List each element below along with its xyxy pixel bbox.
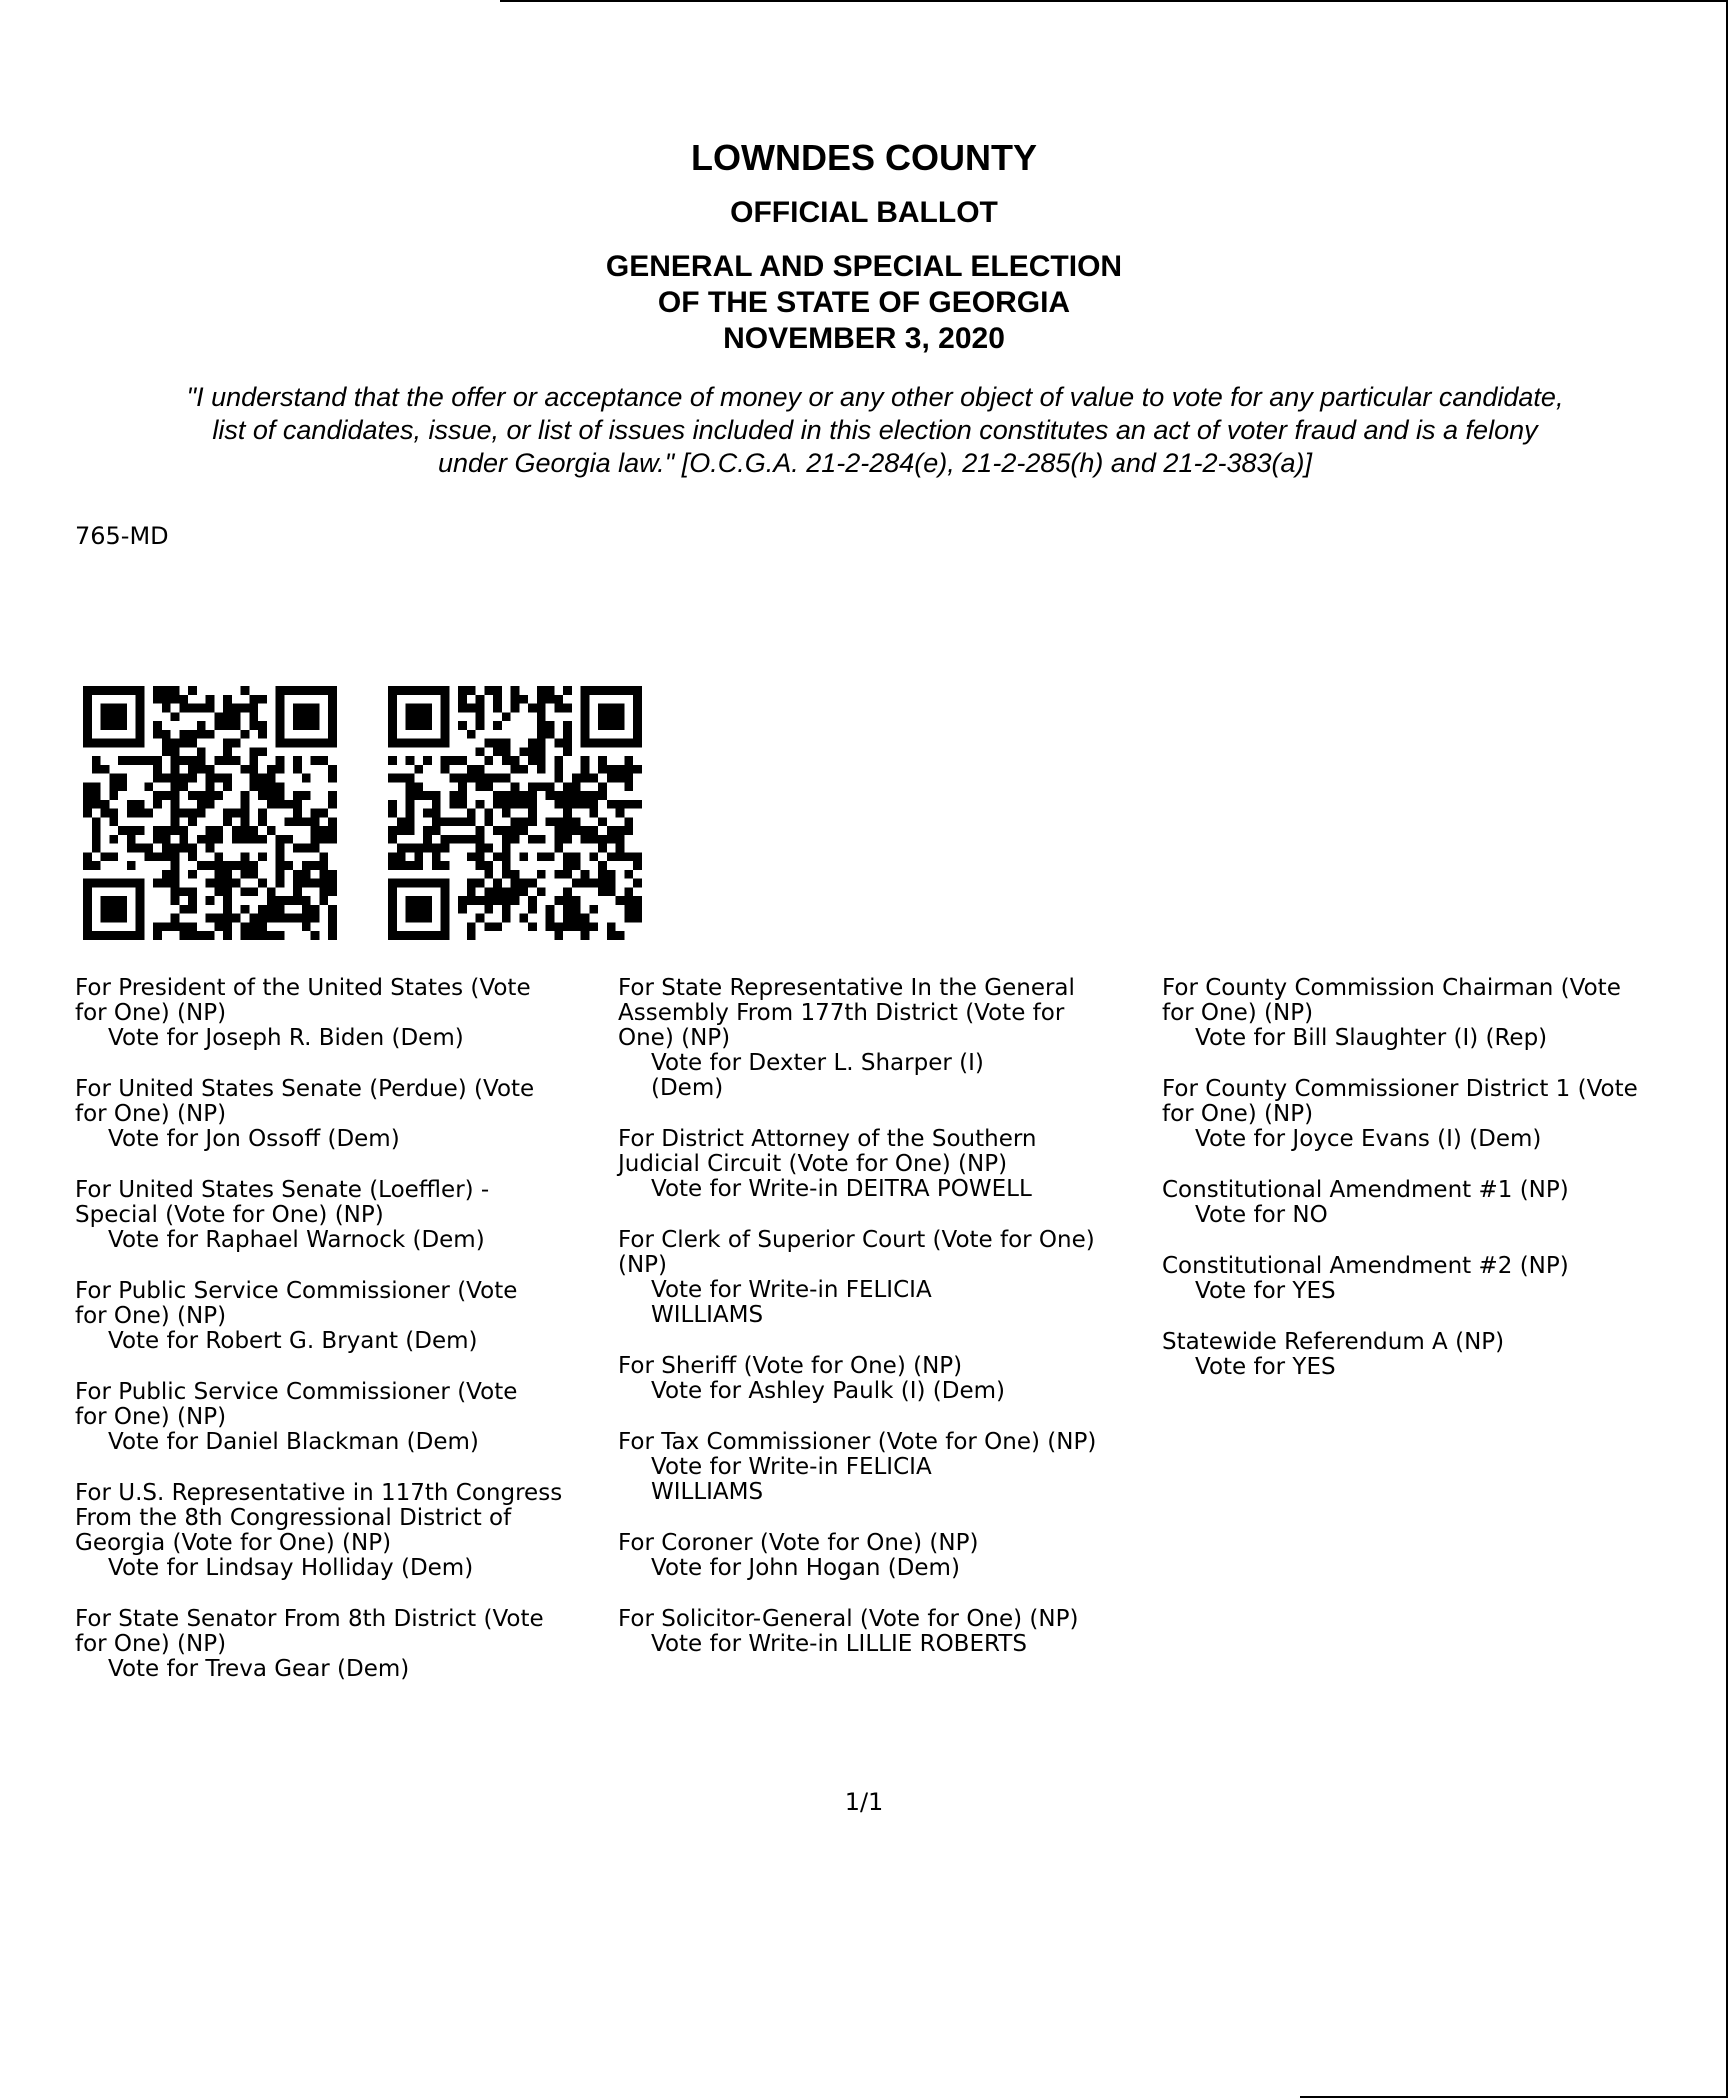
contest-title: For State Senator From 8th District (Vote for One) (NP): [75, 1606, 544, 1657]
contest-title: For Solicitor-General (Vote for One) (NP): [618, 1606, 1079, 1632]
contest-selection: Vote for YES: [1195, 1278, 1336, 1304]
contest-selection: Vote for Write-in DEITRA POWELL: [651, 1176, 1032, 1202]
contest-block: [75, 1481, 605, 1581]
election-date: NOVEMBER 3, 2020: [723, 322, 1005, 355]
voter-oath-statement: [75, 381, 1675, 480]
contest-selection: Vote for Ashley Paulk (I) (Dem): [651, 1378, 1005, 1404]
contest-block: [618, 976, 1158, 1101]
contest-selection: Vote for Joseph R. Biden (Dem): [108, 1025, 464, 1051]
oath-line: "I understand that the offer or acceptance of money or any other object of value to vote for any particular candidate,: [186, 382, 1564, 412]
contest-block: [618, 1228, 1158, 1328]
contest-block: [1162, 1254, 1682, 1304]
page-number: 1/1: [844, 1788, 884, 1816]
contest-block: [75, 1607, 605, 1682]
contest-selection: Vote for Write-in LILLIE ROBERTS: [651, 1631, 1027, 1657]
contest-title: For Tax Commissioner (Vote for One) (NP): [618, 1429, 1097, 1455]
contest-block: [75, 1380, 605, 1455]
contest-title: For President of the United States (Vote for One) (NP): [75, 975, 531, 1026]
election-title: [0, 249, 1728, 357]
contest-title: Constitutional Amendment #2 (NP): [1162, 1253, 1569, 1279]
contest-block: [75, 1178, 605, 1253]
contest-block: [1162, 1178, 1682, 1228]
contest-title: For Sheriff (Vote for One) (NP): [618, 1353, 963, 1379]
contest-block: [75, 976, 605, 1051]
contest-block: [75, 1279, 605, 1354]
contest-title: For Clerk of Superior Court (Vote for One) (NP): [618, 1227, 1095, 1278]
contest-column-3: [1162, 976, 1682, 1406]
contest-title: For United States Senate (Loeffler) - Special (Vote for One) (NP): [75, 1177, 490, 1228]
contest-title: For District Attorney of the Southern Judicial Circuit (Vote for One) (NP): [618, 1126, 1037, 1177]
contest-title: For Public Service Commissioner (Vote for One) (NP): [75, 1379, 518, 1430]
oath-line: under Georgia law." [O.C.G.A. 21-2-284(e), 21-2-285(h) and 21-2-383(a)]: [437, 448, 1313, 478]
contest-title: For County Commissioner District 1 (Vote for One) (NP): [1162, 1076, 1638, 1127]
contest-selection: Vote for Raphael Warnock (Dem): [108, 1227, 485, 1253]
contest-block: [618, 1430, 1158, 1505]
contest-title: Statewide Referendum A (NP): [1162, 1329, 1505, 1355]
contest-title: For United States Senate (Perdue) (Vote for One) (NP): [75, 1076, 535, 1127]
contest-selection: Vote for Daniel Blackman (Dem): [108, 1429, 479, 1455]
county-title: LOWNDES COUNTY: [691, 137, 1037, 178]
contest-selection: Vote for Jon Ossoff (Dem): [108, 1126, 400, 1152]
contest-title: For State Representative In the General Assembly From 177th District (Vote for One) (NP): [618, 975, 1075, 1051]
contest-selection: Vote for Treva Gear (Dem): [108, 1656, 410, 1682]
qr-code-1: [70, 686, 350, 940]
contest-title: For County Commission Chairman (Vote for One) (NP): [1162, 976, 1621, 1026]
contest-selection: Vote for Joyce Evans (I) (Dem): [1195, 1126, 1542, 1152]
contest-selection: Vote for Dexter L. Sharper (I) (Dem): [651, 1050, 984, 1101]
contest-selection: Vote for Bill Slaughter (I) (Rep): [1195, 1025, 1548, 1051]
election-title-line1: GENERAL AND SPECIAL ELECTION: [605, 250, 1123, 283]
contest-selection: Vote for NO: [1195, 1202, 1328, 1228]
contest-block: [1162, 976, 1682, 1051]
contest-block: [618, 1531, 1158, 1581]
contest-title: For Coroner (Vote for One) (NP): [618, 1530, 979, 1556]
contest-title: For Public Service Commissioner (Vote for One) (NP): [75, 1278, 518, 1329]
ballot-style-code: 765-MD: [75, 522, 169, 550]
contest-selection: Vote for Write-in FELICIA WILLIAMS: [651, 1277, 932, 1328]
contest-selection: Vote for YES: [1195, 1354, 1336, 1380]
contest-selection: Vote for Lindsay Holliday (Dem): [108, 1555, 474, 1581]
contest-selection: Vote for John Hogan (Dem): [651, 1555, 960, 1581]
contest-title: For U.S. Representative in 117th Congress From the 8th Congressional District of Georgia (Vote for One) (NP): [75, 1480, 563, 1556]
contest-block: [1162, 1330, 1682, 1380]
qr-code-2: [375, 686, 655, 940]
contest-column-2: [618, 976, 1158, 1683]
contest-column-1: [75, 976, 605, 1708]
oath-line: list of candidates, issue, or list of issues included in this election constitutes an act of voter fraud and is a felony: [212, 415, 1538, 445]
contest-selection: Vote for Write-in FELICIA WILLIAMS: [651, 1454, 932, 1505]
contest-block: [618, 1354, 1158, 1404]
contest-block: [618, 1607, 1158, 1657]
contest-title: Constitutional Amendment #1 (NP): [1162, 1177, 1569, 1203]
election-title-line2: OF THE STATE OF GEORGIA: [657, 286, 1071, 319]
contest-block: [1162, 1077, 1682, 1152]
ballot-type-title: OFFICIAL BALLOT: [730, 196, 998, 229]
contest-block: [75, 1077, 605, 1152]
page-edge-top: [500, 0, 1728, 2]
contest-block: [618, 1127, 1158, 1202]
contest-selection: Vote for Robert G. Bryant (Dem): [108, 1328, 478, 1354]
